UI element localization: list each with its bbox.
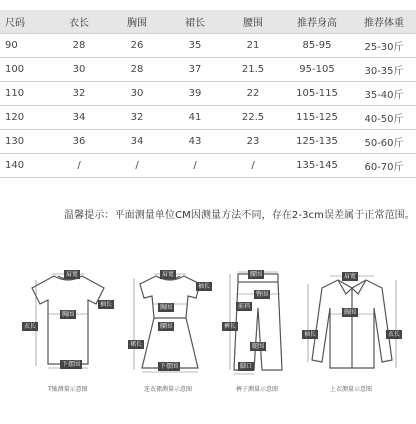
tshirt-label-length: 衣长 — [24, 323, 37, 330]
cell: 43 — [166, 130, 224, 154]
tshirt-label-sleeve: 袖长 — [100, 301, 113, 308]
tshirt-label-chest: 胸围 — [62, 311, 75, 318]
table-row — [0, 58, 416, 82]
cell: 35 — [166, 34, 224, 58]
cell: 30-35斤 — [352, 58, 416, 82]
top-label-chest: 胸围 — [344, 309, 357, 316]
trousers-label-thigh: 腿围 — [252, 343, 265, 350]
top-caption: 上衣测量示意图 — [330, 386, 373, 393]
cell: 32 — [50, 82, 108, 106]
size-table — [0, 10, 416, 178]
tshirt-label-shoulder: 肩宽 — [66, 271, 79, 278]
trousers-label-front-rise: 前裆 — [238, 303, 251, 310]
cell: / — [166, 154, 224, 178]
cell: 30 — [50, 58, 108, 82]
cell: 130 — [0, 130, 50, 154]
cell: 110 — [0, 82, 50, 106]
cell: 140 — [0, 154, 50, 178]
cell: 85-95 — [282, 34, 352, 58]
dress-label-shoulder: 肩宽 — [162, 271, 175, 278]
cell: 135-145 — [282, 154, 352, 178]
header-length: 衣长 — [50, 10, 108, 34]
dress-label-waist: 腰围 — [160, 323, 173, 330]
cell: 40-50斤 — [352, 106, 416, 130]
table-row — [0, 82, 416, 106]
cell: 50-60斤 — [352, 130, 416, 154]
cell: 34 — [50, 106, 108, 130]
dress-label-chest: 胸围 — [160, 304, 173, 311]
dress-caption: 连衣裙测量示意图 — [144, 386, 193, 393]
cell: 100 — [0, 58, 50, 82]
trousers-label-leg-opening: 脚口 — [240, 363, 253, 370]
cell: 39 — [166, 82, 224, 106]
table-row — [0, 106, 416, 130]
cell: 21.5 — [224, 58, 282, 82]
table-header-row — [0, 10, 416, 34]
table-row — [0, 34, 416, 58]
cell: / — [108, 154, 166, 178]
measurement-note: 温馨提示：平面测量单位CM因测量方法不同，存在2-3cm误差属于正常范围。 — [64, 210, 415, 221]
header-waist: 腰围 — [224, 10, 282, 34]
cell: 115-125 — [282, 106, 352, 130]
cell: 90 — [0, 34, 50, 58]
header-skirt-length: 裙长 — [166, 10, 224, 34]
cell: 95-105 — [282, 58, 352, 82]
top-label-shoulder: 肩宽 — [344, 273, 357, 280]
cell: 30 — [108, 82, 166, 106]
cell: 22.5 — [224, 106, 282, 130]
cell: 60-70斤 — [352, 154, 416, 178]
tshirt-caption: T恤测量示意图 — [48, 386, 88, 393]
cell: 105-115 — [282, 82, 352, 106]
top-label-length: 衣长 — [388, 331, 401, 338]
trousers-label-waist: 腰围 — [250, 271, 263, 278]
top-label-sleeve: 袖长 — [304, 331, 317, 338]
dress-label-dress-length: 裙长 — [130, 341, 143, 348]
cell: 23 — [224, 130, 282, 154]
cell: 28 — [108, 58, 166, 82]
trousers-label-hip: 臀围 — [256, 291, 269, 298]
dress-label-sleeve: 袖长 — [198, 283, 211, 290]
header-rec-height: 推荐身高 — [282, 10, 352, 34]
cell: 36 — [50, 130, 108, 154]
shirt-outline-icon — [312, 280, 392, 368]
cell: 28 — [50, 34, 108, 58]
cell: 34 — [108, 130, 166, 154]
table-row — [0, 130, 416, 154]
header-chest: 胸围 — [108, 10, 166, 34]
dress-label-hem: 下摆围 — [160, 363, 179, 370]
tshirt-label-hem: 下摆围 — [62, 361, 81, 368]
cell: 21 — [224, 34, 282, 58]
trousers-outline-icon — [234, 274, 282, 370]
cell: 120 — [0, 106, 50, 130]
header-rec-weight: 推荐体重 — [352, 10, 416, 34]
cell: / — [224, 154, 282, 178]
cell: 41 — [166, 106, 224, 130]
header-size: 尺码 — [0, 10, 50, 34]
cell: 35-40斤 — [352, 82, 416, 106]
cell: 22 — [224, 82, 282, 106]
cell: 125-135 — [282, 130, 352, 154]
cell: 25-30斤 — [352, 34, 416, 58]
cell: / — [50, 154, 108, 178]
trousers-label-length: 裤长 — [224, 323, 237, 330]
top-diagram — [304, 268, 400, 380]
trousers-caption: 裤子测量示意图 — [236, 386, 279, 393]
table-row — [0, 154, 416, 178]
cell: 26 — [108, 34, 166, 58]
cell: 37 — [166, 58, 224, 82]
cell: 32 — [108, 106, 166, 130]
tshirt-outline-icon — [32, 276, 104, 364]
